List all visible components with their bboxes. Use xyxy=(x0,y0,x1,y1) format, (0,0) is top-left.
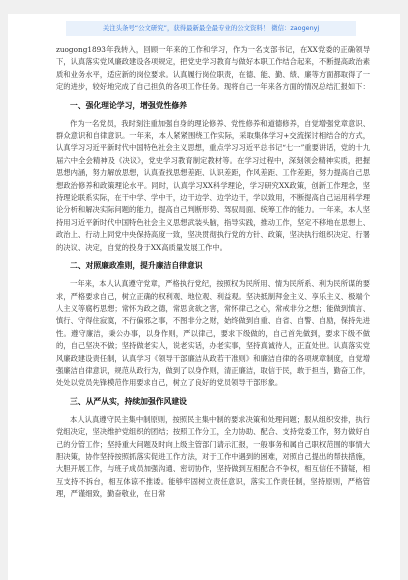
section-heading-3: 三、从严从实，持续加强作风建设 xyxy=(70,396,187,406)
section-heading-2: 二、对照廉政准则，提升廉洁自律意识 xyxy=(70,261,203,271)
document-page xyxy=(8,14,400,580)
promo-banner[interactable]: 关注头条号“公文研究”，获得最新最全最专业的公文资料！ 微信：zaogenyj xyxy=(66,21,356,36)
intro-paragraph: zuogong1893年我转入，回顾一年来的工作和学习，作为一名支部书记，在XX党委的正确领导下，认真落实党风廉政建设各项规定，把党史学习教育与做好本职工作结合起来，不断提高政治素质和业务水平，适应新的岗位要求。认真履行岗位职责，在德、能、勤、绩、廉等方面都取得了一定的进步，较好地完成了自己担负的各项工作任务。现将自己一年来各方面的情况总结汇报如下： xyxy=(56,45,370,92)
section-heading-1: 一、强化理论学习，增强党性修养 xyxy=(70,100,187,110)
section-1-paragraph: 作为一名党员，我时刻注重加强自身的理论修养、党性修养和道德修养，自觉增强党章意识、群众意识和自律意识。一年来，本人紧紧围绕工作实际，采取集体学习+交流探讨相结合的方式，认真学习习近平新时代中国特色社会主义思想，重点学习习近平总书记“七一”重要讲话，党的十九届六中全会精神及《决议》，党史学习教育制定教材等。在学习过程中，深刻领会精神实质，把握思想内涵，努力解放思想，认真查找思想差距、认识差距，作风差距、工作差距，努力提高自己思想政治修养和政策理论水平。同时，认真学习XX科学理论，学习研究XX政策，创新工作理念，坚持理论联系实际，在干中学、学中干，边干边学、边学边干，学以致用，不断提高自己运用科学理论分析和解决实际问题的能力，提高自己判断形势、驾驭局面、统筹工作的能力。一年来，本人坚持用习近平新时代中国特色社会主义思想武装头脑，指导实践，推动工作，坚定不移地在思想上、政治上、行动上同党中央保持高度一致，坚决贯彻执行党的方针、政策，坚决执行组织决定、行署的决议、决定，自觉的投身于XX高质量发展工作中。 xyxy=(56,118,370,252)
section-3-paragraph: 本人认真遵守民主集中制原则，按照民主集中制的要求决策和处理问题；服从组织安排，执行党组决定，坚决维护党组织的团结；按照工作分工，全力协助、配合、支持党委工作，努力做好自己的分管工作；坚持重大问题及时向上级主管部门请示汇报，一般事务和属自己职权范围的事情大胆决策，协作坚持按照抓落实促进工作方法，对于工作中遇到的困难，对照自己提出的帮扶措施，大胆开展工作，与班子成员加强沟通、密切协作，坚持做到互相配合不争权，相互信任不猜疑，相互支持不拆台，相互体谅不推诿。能够牢固树立责任意识，落实工作责任制，坚持原则，严格管理，严谨细致，勤奋敬业，在日常 xyxy=(56,414,370,499)
section-2-paragraph: 一年来，本人认真遵守党章，严格执行党纪，按照权为民所用、情为民所系、利为民所谋的要求，严格要求自己，树立正确的权利观、地位观、利益观。坚决抵制拜金主义、享乐主义、极端个人主义等腐朽思想；常怀为政之德，常思贪欲之害，常怀律己之心，常戒非分之想；能做到慎言、慎行、守得住寂寞，不行偏邪之事，不图非分之财，始终做到自重、自省、自警、自励，保持先进性。遵守廉洁，秉公办事，以身作则，严以律己，要求下级做的，自己首先做到，要求下级不做的，自己坚决不做；坚持做老实人，说老实话，办老实事，坚持真诚待人，正直处世。认真落实党风廉政建设责任制，认真学习《领导干部廉洁从政若干准则》和廉洁自律的各项规章制度，自觉增强廉洁自律意识，规范从政行为，做到了以身作则，清正廉洁，取信于民，敢于担当，勤奋工作，处处以党员先锋模范作用要求自己，树立了良好的党员领导干部形象。 xyxy=(56,279,370,388)
document-body xyxy=(56,44,370,501)
